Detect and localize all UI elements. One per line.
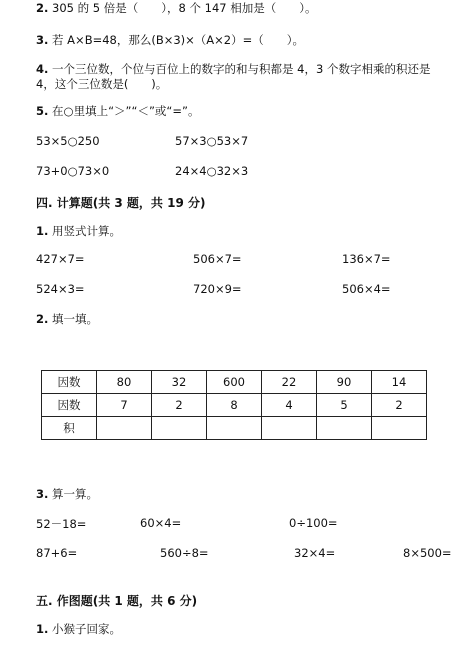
answer-cell[interactable] xyxy=(317,417,372,440)
s4-question-3 xyxy=(36,486,98,502)
question-text: 在○里填上“＞”“＜”或“=”。 xyxy=(52,104,200,118)
section-title-5: 五. 作图题(共 1 题，共 6 分) xyxy=(36,594,198,608)
table-cell: 600 xyxy=(207,371,262,394)
fill-table xyxy=(41,370,427,440)
question-5 xyxy=(36,103,199,119)
calc-item: 560÷8= xyxy=(160,546,209,560)
question-text: 若 A×B=48，那么(B×3)×（A×2）=（ ）。 xyxy=(52,33,305,47)
answer-cell[interactable] xyxy=(372,417,427,440)
table-cell: 5 xyxy=(317,394,372,417)
question-text-line-1: 一个三位数，个位与百位上的数字的和与积都是 4，3 个数字相乘的积还是 xyxy=(52,62,431,76)
compare-item: 57×3○53×7 xyxy=(175,134,249,148)
table-cell: 90 xyxy=(317,371,372,394)
question-3 xyxy=(36,32,304,48)
question-4-continued xyxy=(36,76,167,92)
answer-cell[interactable] xyxy=(152,417,207,440)
question-number: 3. xyxy=(36,487,49,501)
calc-item: 32×4= xyxy=(294,546,336,560)
compare-item: 53×5○250 xyxy=(36,134,100,148)
s5-question-1 xyxy=(36,621,121,637)
question-text: 小猴子回家。 xyxy=(52,622,122,636)
question-text: 用竖式计算。 xyxy=(52,224,122,238)
question-text: 填一填。 xyxy=(52,312,99,326)
question-number: 4. xyxy=(36,62,49,76)
table-cell: 4 xyxy=(262,394,317,417)
table-row xyxy=(42,394,427,417)
section-title-4: 四. 计算题(共 3 题，共 19 分) xyxy=(36,196,206,210)
compare-item: 24×4○32×3 xyxy=(175,164,249,178)
compare-item: 73+0○73×0 xyxy=(36,164,110,178)
question-text: 305 的 5 倍是（ ），8 个 147 相加是（ ）。 xyxy=(52,1,317,15)
calc-item: 8×500= xyxy=(403,546,452,560)
question-2 xyxy=(36,0,317,16)
table-cell: 7 xyxy=(97,394,152,417)
calc-item: 136×7= xyxy=(342,252,391,266)
calc-item: 524×3= xyxy=(36,282,85,296)
table-row-label: 积 xyxy=(42,417,97,440)
question-4 xyxy=(36,61,430,77)
calc-item: 506×4= xyxy=(342,282,391,296)
s4-question-1 xyxy=(36,223,121,239)
answer-cell[interactable] xyxy=(97,417,152,440)
table-cell: 80 xyxy=(97,371,152,394)
question-number: 3. xyxy=(36,33,49,47)
table-cell: 22 xyxy=(262,371,317,394)
table-cell: 32 xyxy=(152,371,207,394)
s4-question-2 xyxy=(36,311,98,327)
answer-cell[interactable] xyxy=(207,417,262,440)
calc-item: 60×4= xyxy=(140,516,182,530)
calc-item: 506×7= xyxy=(193,252,242,266)
question-number: 2. xyxy=(36,312,49,326)
table-cell: 2 xyxy=(152,394,207,417)
question-text-line-2: 4，这个三位数是( )。 xyxy=(36,77,168,91)
table-cell: 8 xyxy=(207,394,262,417)
table-row xyxy=(42,371,427,394)
question-number: 1. xyxy=(36,224,49,238)
table-row-label: 因数 xyxy=(42,371,97,394)
calc-item: 87+6= xyxy=(36,546,78,560)
table-row-label: 因数 xyxy=(42,394,97,417)
calc-item: 0÷100= xyxy=(289,516,338,530)
question-number: 5. xyxy=(36,104,49,118)
calc-item: 52－18= xyxy=(36,517,87,531)
table-cell: 2 xyxy=(372,394,427,417)
calc-item: 427×7= xyxy=(36,252,85,266)
question-number: 1. xyxy=(36,622,49,636)
table-row xyxy=(42,417,427,440)
question-number: 2. xyxy=(36,1,49,15)
question-text: 算一算。 xyxy=(52,487,99,501)
answer-cell[interactable] xyxy=(262,417,317,440)
calc-item: 720×9= xyxy=(193,282,242,296)
table-cell: 14 xyxy=(372,371,427,394)
